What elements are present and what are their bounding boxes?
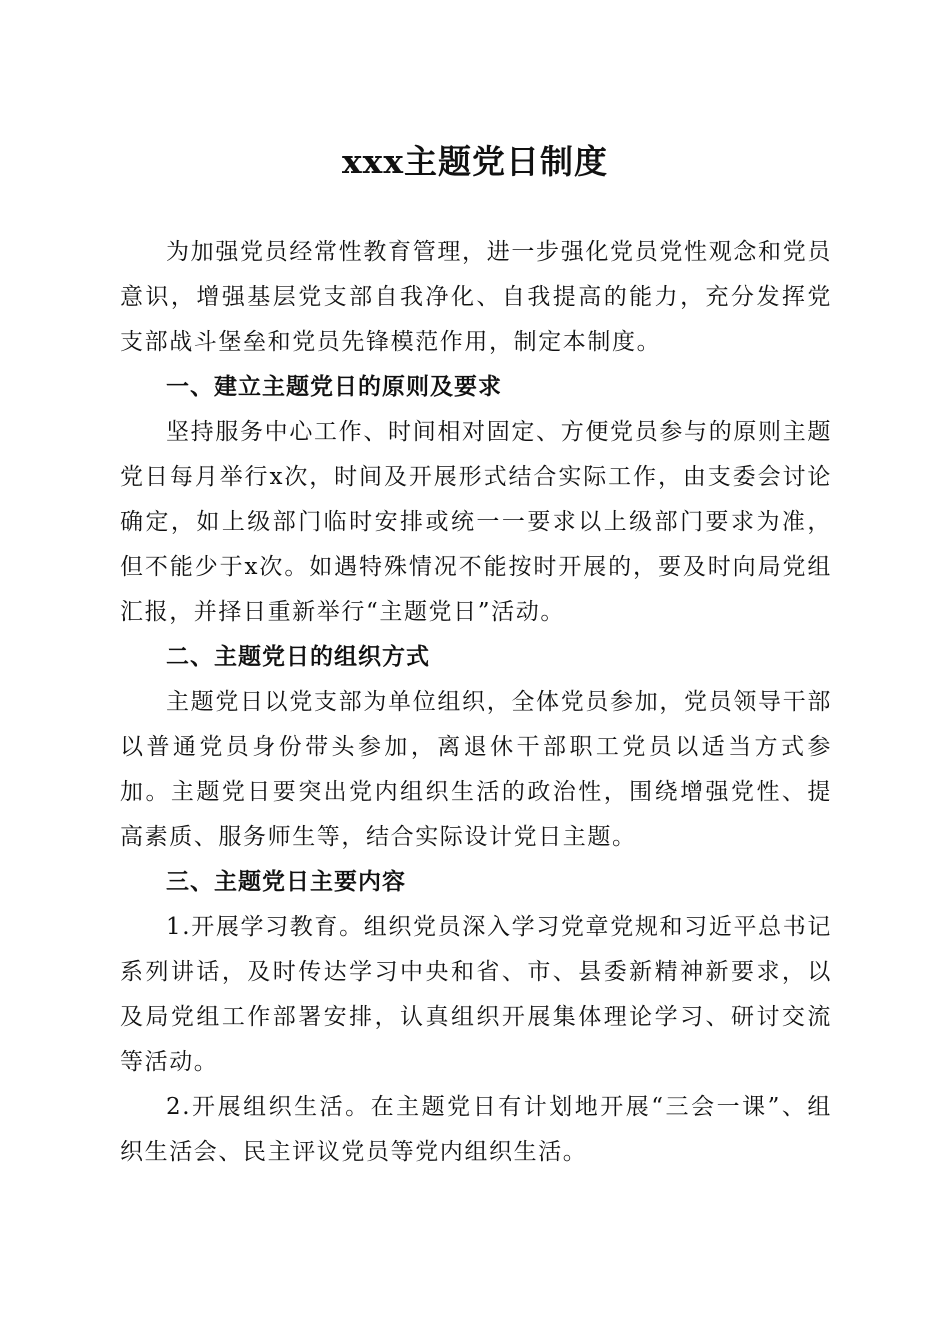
intro-paragraph: 为加强党员经常性教育管理，进一步强化党员党性观念和党员意识，增强基层党支部自我净化、自我提高的能力，充分发挥党支部战斗堡垒和党员先锋模范作用，制定本制度。 (120, 239, 832, 355)
document-title: xxx主题党日制度 (341, 142, 609, 181)
section-paragraph: 主题党日以党支部为单位组织，全体党员参加，党员领导干部以普通党员身份带头参加，离退休干部职工党员以适当方式参加。主题党日要突出党内组织生活的政治性，围绕增强党性、提高素质、服务师生等，结合实际设计党日主题。 (120, 689, 832, 850)
section-principles (120, 365, 832, 635)
document-body (120, 230, 832, 1175)
section-heading: 三、主题党日主要内容 (166, 869, 406, 895)
section-paragraph: 1.开展学习教育。组织党员深入学习党章党规和习近平总书记系列讲话，及时传达学习中央和省、市、县委新精神新要求，以及局党组工作部署安排，认真组织开展集体理论学习、研讨交流等活动。 (120, 914, 832, 1075)
section-content (120, 860, 832, 1175)
section-paragraph: 坚持服务中心工作、时间相对固定、方便党员参与的原则主题党日每月举行x次，时间及开展形式结合实际工作，由支委会讨论确定，如上级部门临时安排或统一一要求以上级部门要求为准，但不能少于x次。如遇特殊情况不能按时开展的，要及时向局党组汇报，并择日重新举行“主题党日”活动。 (120, 419, 832, 625)
section-heading: 一、建立主题党日的原则及要求 (166, 374, 502, 400)
section-heading: 二、主题党日的组织方式 (166, 644, 430, 670)
section-organization (120, 635, 832, 860)
section-paragraph: 2.开展组织生活。在主题党日有计划地开展“三会一课”、组织生活会、民主评议党员等党内组织生活。 (120, 1094, 832, 1165)
